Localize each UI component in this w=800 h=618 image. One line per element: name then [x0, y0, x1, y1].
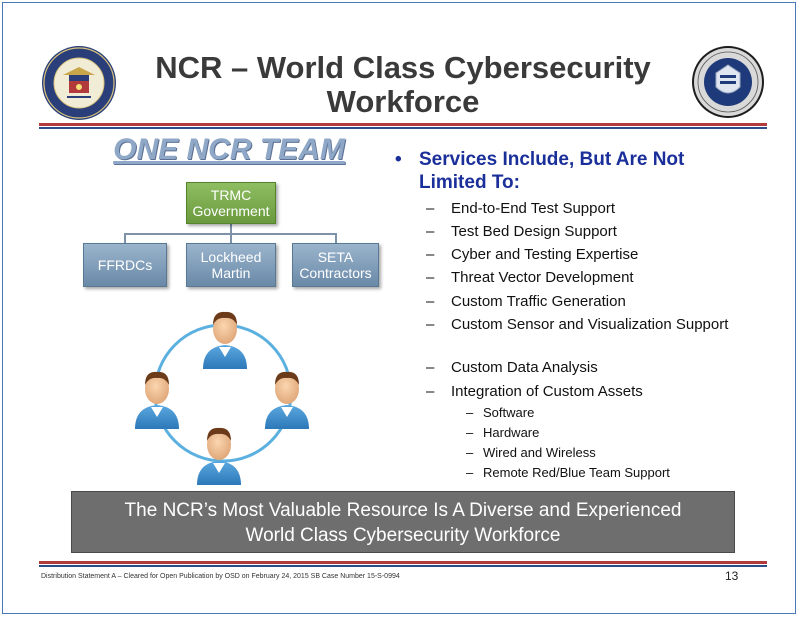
org-connector-center [230, 233, 232, 243]
dash-marker: – [466, 405, 474, 420]
workforce-banner [71, 491, 735, 553]
list-item-text: End-to-End Test Support [451, 200, 615, 217]
banner-line-2: World Class Cybersecurity Workforce [245, 525, 561, 546]
header-rule-red [39, 123, 767, 126]
banner-line-1: The NCR’s Most Valuable Resource Is A Diverse and Experienced [124, 500, 682, 521]
list-item-text: Test Bed Design Support [451, 223, 617, 240]
list-item-text: Cyber and Testing Expertise [451, 246, 639, 263]
org-connector-left [124, 233, 126, 243]
org-box-line: Lockheed [200, 249, 262, 265]
sub-list-item-text: Remote Red/Blue Team Support [483, 465, 670, 480]
national-cyber-range-seal [691, 45, 765, 119]
dash-marker: – [466, 425, 474, 440]
org-box-ffrdcs [83, 243, 167, 287]
sub-list-item-text: Hardware [483, 425, 540, 440]
list-item-text: Custom Sensor and Visualization Support [451, 316, 729, 333]
dash-marker: – [426, 246, 435, 263]
dash-marker: – [426, 223, 435, 240]
slide-title [133, 51, 673, 119]
dash-marker: – [426, 316, 435, 333]
dash-marker: – [426, 359, 435, 376]
org-box-lockheed-martin [186, 243, 276, 287]
dash-marker: – [426, 269, 435, 286]
org-box-line: TRMC [210, 187, 252, 203]
org-box-line: FFRDCs [97, 257, 153, 273]
list-item-text: Custom Data Analysis [451, 359, 598, 376]
sub-list-item-text: Wired and Wireless [483, 445, 596, 460]
distribution-statement: Distribution Statement A – Cleared for Open Publication by OSD on February 24, 2015 SB Case Number 15-S-0994 [41, 573, 400, 580]
org-box-line: Government [192, 203, 270, 219]
org-box-trmc-government [186, 182, 276, 224]
title-line-1: NCR – World Class Cybersecurity [155, 50, 651, 85]
list-item-text: Integration of Custom Assets [451, 383, 643, 400]
footer-rule-blue [39, 565, 767, 567]
dash-marker: – [426, 293, 435, 310]
slide [2, 2, 796, 614]
test-resource-management-center-seal [41, 45, 117, 121]
org-box-line: Martin [211, 265, 251, 281]
title-line-2: Workforce [326, 84, 480, 119]
page-number: 13 [725, 569, 739, 583]
org-connector-right [335, 233, 337, 243]
header-rule-blue [39, 127, 767, 129]
org-box-line: Contractors [299, 265, 372, 281]
org-box-line: SETA [317, 249, 354, 265]
four-people-network-icon [123, 293, 323, 493]
sub-list-item-text: Software [483, 405, 535, 420]
dash-marker: – [466, 445, 474, 460]
dash-marker: – [426, 200, 435, 217]
dash-marker: – [466, 465, 474, 480]
services-heading-text: Services Include, But Are Not Limited To: [419, 149, 685, 193]
bullet-icon: • [395, 149, 402, 170]
list-item-text: Threat Vector Development [451, 269, 634, 286]
org-box-seta-contractors [292, 243, 379, 287]
team-title: ONE NCR TEAM [113, 133, 345, 166]
dash-marker: – [426, 383, 435, 400]
list-item-text: Custom Traffic Generation [451, 293, 626, 310]
footer-rule-red [39, 561, 767, 564]
